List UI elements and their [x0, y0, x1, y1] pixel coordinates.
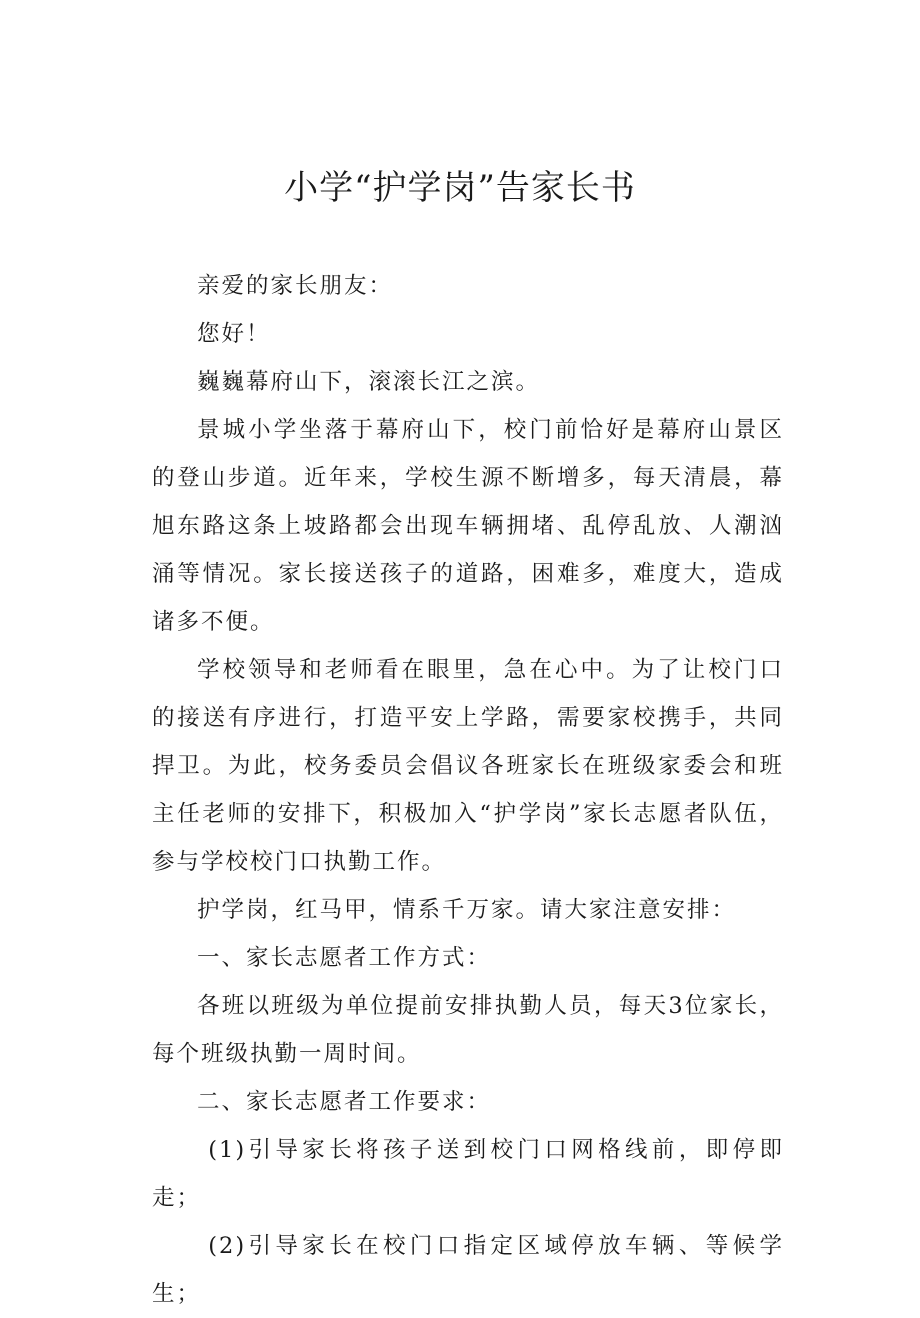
requirement-item: (1)引导家长将孩子送到校门口网格线前，即停即走；	[152, 1137, 784, 1211]
greeting: 您好！	[197, 321, 271, 347]
paragraph-background: 景城小学坐落于幕府山下，校门前恰好是幕府山景区的登山步道。近年来，学校生源不断增多，每天清晨，幕旭东路这条上坡路都会出现车辆拥堵、乱停乱放、人潮汹涌等情况。家长接送孩子的道路，困难多，难度大，造成诸多不便。	[152, 417, 784, 635]
paragraph-notice: 护学岗，红马甲，情系千万家。请大家注意安排：	[197, 897, 737, 923]
section-heading-requirements: 二、家长志愿者工作要求：	[197, 1089, 492, 1115]
paragraph-work-method: 各班以班级为单位提前安排执勤人员，每天3位家长，每个班级执勤一周时间。	[152, 993, 784, 1067]
document-title: 小学“护学岗”告家长书	[284, 168, 636, 208]
section-heading-work-method: 一、家长志愿者工作方式：	[197, 945, 492, 971]
paragraph-intro: 巍巍幕府山下，滚滚长江之滨。	[197, 369, 541, 395]
requirement-item: (2)引导家长在校门口指定区域停放车辆、等候学生；	[152, 1233, 784, 1307]
paragraph-initiative: 学校领导和老师看在眼里，急在心中。为了让校门口的接送有序进行，打造平安上学路，需要家校携手，共同捍卫。为此，校务委员会倡议各班家长在班级家委会和班主任老师的安排下，积极加入“护学岗”家长志愿者队伍，参与学校校门口执勤工作。	[152, 657, 784, 875]
document-body	[152, 262, 784, 1318]
salutation: 亲爱的家长朋友：	[197, 273, 394, 299]
